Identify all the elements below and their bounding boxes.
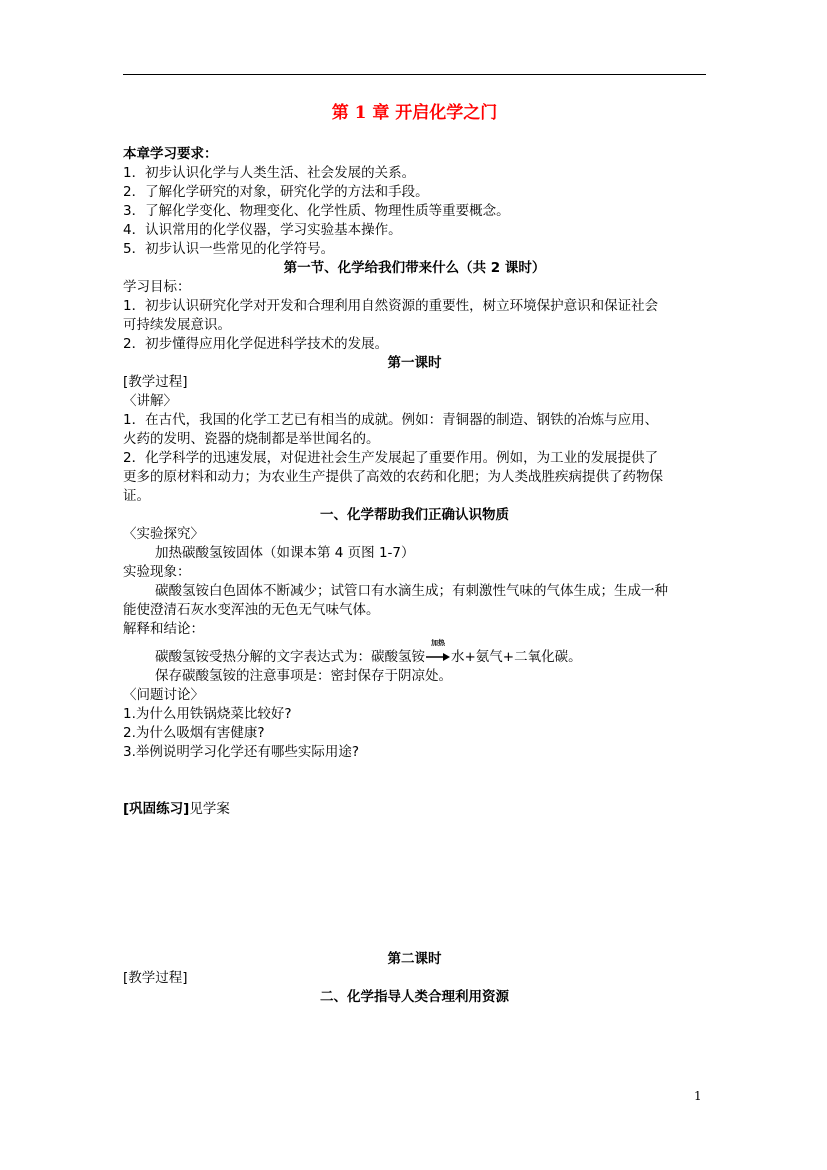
chapter-title: 第 1 章 开启化学之门 [331,103,498,123]
lesson-heading: 第一课时 [387,355,442,371]
lecture-paragraph: 证。 [123,488,150,504]
word-equation [155,639,706,668]
teaching-process-label: [教学过程] [123,374,188,390]
goals-label: 学习目标： [123,279,191,295]
page-number: 1 [694,1089,702,1103]
lecture-paragraph: 更多的原材料和动力；为农业生产提供了高效的农药和化肥；为人类战胜疾病提供了药物保 [123,469,663,485]
lecture-paragraph: 火药的发明、瓷器的烧制都是举世闻名的。 [123,431,380,447]
equation-prefix: 碳酸氢铵受热分解的文字表达式为：碳酸氢铵 [155,649,425,665]
lecture-label: 〈讲解〉 [123,393,177,409]
lesson-heading: 第二课时 [387,951,442,967]
requirement-item: 5．初步认识一些常见的化学符号。 [123,241,335,257]
practice-line [123,800,706,820]
requirement-item: 2．了解化学研究的对象，研究化学的方法和手段。 [123,184,429,200]
arrow-icon [425,649,451,663]
question-item: 1.为什么用铁锅烧菜比较好? [123,706,292,722]
question-item: 2.为什么吸烟有害健康? [123,725,265,741]
lecture-paragraph: 2．化学科学的迅速发展，对促进社会生产发展起了重要作用。例如，为工业的发展提供了 [123,450,659,466]
heating-condition: 加热 [431,639,445,647]
requirement-item: 1．初步认识化学与人类生活、社会发展的关系。 [123,165,416,181]
header-rule [123,74,706,75]
requirements-heading: 本章学习要求： [123,146,218,162]
requirement-item: 3．了解化学变化、物理变化、化学性质、物理性质等重要概念。 [123,203,510,219]
lecture-paragraph: 1．在古代，我国的化学工艺已有相当的成就。例如：青铜器的制造、钢铁的冶炼与应用、 [123,412,659,428]
requirement-item: 4．认识常用的化学仪器，学习实验基本操作。 [123,222,402,238]
goal-line: 可持续发展意识。 [123,317,231,333]
phenomenon-text: 能使澄清石灰水变浑浊的无色无气味气体。 [123,602,380,618]
goal-line: 2．初步懂得应用化学促进科学技术的发展。 [123,336,389,352]
discussion-label: 〈问题讨论〉 [123,687,204,703]
part-heading: 二、化学指导人类合理利用资源 [320,989,509,1005]
explain-label: 解释和结论： [123,621,204,637]
goal-line: 1．初步认识研究化学对开发和合理利用自然资源的重要性，树立环境保护意识和保证社会 [123,298,659,314]
reaction-arrow [425,639,451,663]
teaching-process-label: [教学过程] [123,970,188,986]
phenomenon-text: 碳酸氢铵白色固体不断减少；试管口有水滴生成；有刺激性气味的气体生成；生成一种 [155,583,668,599]
storage-note: 保存碳酸氢铵的注意事项是：密封保存于阴凉处。 [155,668,452,684]
experiment-label: 〈实验探究〉 [123,526,204,542]
question-item: 3.举例说明学习化学还有哪些实际用途? [123,744,360,760]
section-heading: 第一节、化学给我们带来什么（共 2 课时） [283,260,546,276]
phenomenon-label: 实验现象： [123,564,191,580]
part-heading: 一、化学帮助我们正确认识物质 [320,507,509,523]
experiment-text: 加热碳酸氢铵固体（如课本第 4 页图 1-7） [155,545,415,561]
practice-label: [巩固练习] [123,801,190,817]
equation-suffix: 水+氨气+二氧化碳。 [451,649,582,665]
practice-text: 见学案 [189,801,230,817]
